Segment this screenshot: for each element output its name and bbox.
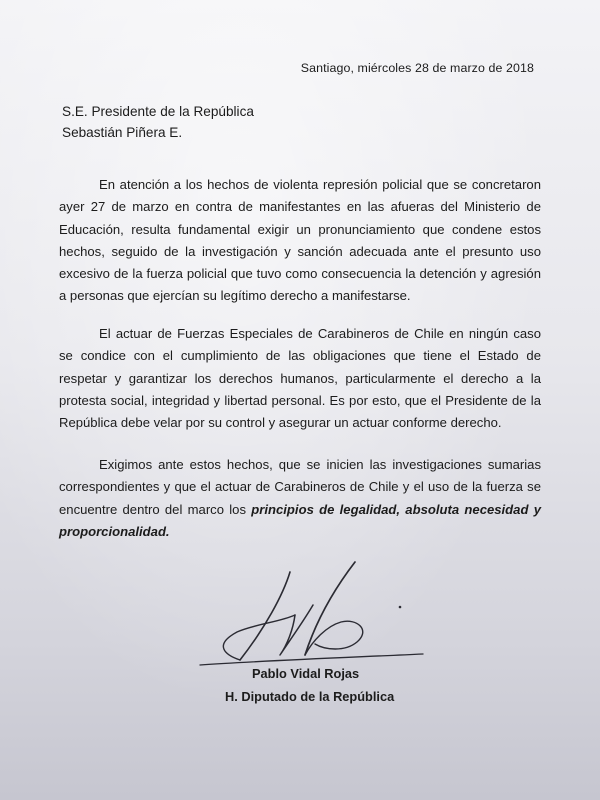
paragraph-1: [59, 174, 541, 308]
addressee-name: Sebastián Piñera E.: [62, 125, 183, 140]
addressee-title: S.E. Presidente de la República: [62, 104, 254, 119]
paragraph-2-text: El actuar de Fuerzas Especiales de Carabineros de Chile en ningún caso se condice con el cumplimiento de las obligaciones que tiene el Estado de respetar y garantizar los derechos humanos, particularmente el derecho a la protesta social, integridad y libertad personal. Es por esto, que el Presidente de la República debe velar por su control y asegurar un actuar conforme derecho.: [59, 326, 541, 431]
paragraph-3-emphasis: principios de legalidad, absoluta necesidad y proporcionalidad.: [59, 501, 541, 539]
signatory-title: H. Diputado de la República: [225, 689, 395, 704]
handwritten-signature: [195, 560, 425, 680]
paragraph-1-text: En atención a los hechos de violenta represión policial que se concretaron ayer 27 de marzo en contra de manifestantes en las afueras del Ministerio de Educación, resulta fundamental exigir un pronunciamiento que condene estos hechos, seguido de la investigación y sanción adecuada ante el presunto uso excesivo de la fuerza policial que tuvo como consecuencia la detención y agresión a personas que ejercían su legítimo derecho a manifestarse.: [59, 177, 541, 304]
paragraph-3: [59, 454, 541, 543]
letter-date: Santiago, miércoles 28 de marzo de 2018: [300, 61, 534, 75]
addressee-block: [62, 101, 254, 143]
signatory-name: Pablo Vidal Rojas: [252, 666, 360, 681]
paragraph-3-text: Exigimos ante estos hechos, que se inicien las investigaciones sumarias correspondientes y que el actuar de Carabineros de Chile y el uso de la fuerza se encuentre dentro del marco los: [59, 457, 541, 517]
signature-strokes: [200, 562, 423, 665]
paragraph-2: [59, 323, 541, 434]
